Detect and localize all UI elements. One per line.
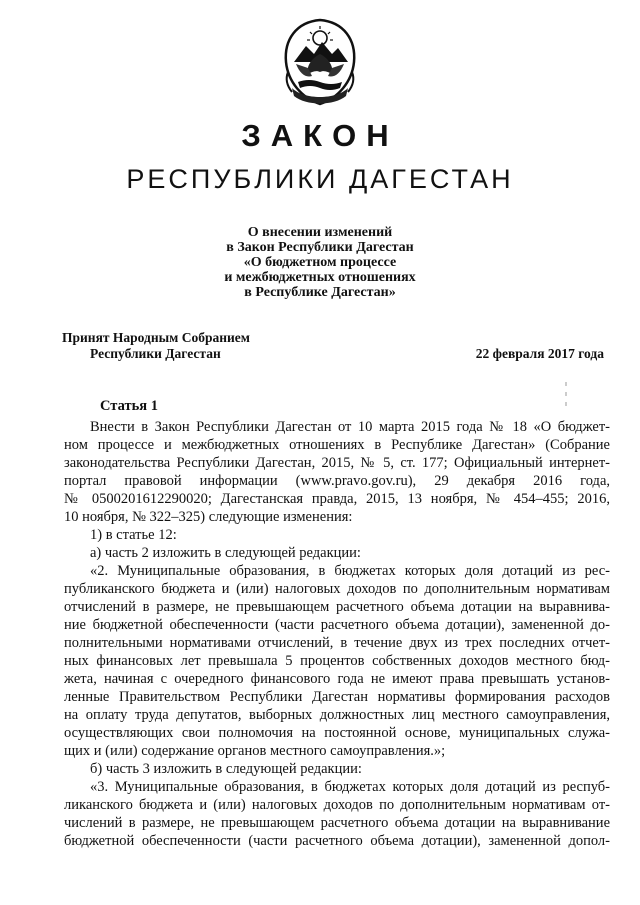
- law-subtitle: РЕСПУБЛИКИ ДАГЕСТАН: [126, 164, 514, 194]
- adoption-date: 22 февраля 2017 года: [475, 346, 604, 361]
- amendment-title-line: О внесении изменений: [247, 225, 393, 240]
- adopted-by-line: Республики Дагестан: [90, 346, 221, 361]
- law-title: ЗАКОН: [241, 118, 399, 153]
- body-line: портал правовой информации (www.pravo.gov.ru), 29 декабря 2016 года,: [64, 473, 610, 489]
- adoption-block: [62, 330, 250, 362]
- body-line: бюджетной обеспеченности (части расчетного объема дотации), замененной допол-: [64, 833, 610, 849]
- body-line: щих и (или) содержание органов местного самоуправления.»;: [64, 743, 446, 759]
- body-line: законодательства Республики Дагестан, 2015, № 5, ст. 177; Официальный интернет-: [64, 455, 610, 471]
- body-line: ние бюджетной обеспеченности (части расчетного объема дотации), замененной до-: [64, 617, 610, 633]
- body-line: числений в размере, не превышающем расчетного объема дотации на выравнивание: [64, 815, 610, 831]
- body-line: № 0500201612290020; Дагестанская правда, 2015, 13 ноября, № 454–455; 2016,: [64, 491, 610, 507]
- amendment-title-line: и межбюджетных отношениях: [224, 270, 416, 285]
- body-line: 10 ноября, № 322–325) следующие изменения:: [64, 509, 353, 525]
- amendment-title-line: «О бюджетном процессе: [243, 255, 397, 270]
- amendment-title: [0, 225, 640, 300]
- body-line: полнительными нормативами отчислений, в течение двух из трех последних отчет-: [64, 635, 610, 651]
- body-line: «3. Муниципальные образования, в бюджетах которых доля дотаций из респуб-: [90, 779, 610, 795]
- body-line: Внести в Закон Республики Дагестан от 10 марта 2015 года № 18 «О бюджет-: [90, 419, 610, 435]
- amendment-title-line: в Республике Дагестан»: [244, 285, 396, 300]
- body-line: а) часть 2 изложить в следующей редакции:: [90, 545, 361, 561]
- body-line: ликанского бюджета и (или) налоговых доходов по дополнительным нормативам от-: [64, 797, 610, 813]
- adopted-by-line: Принят Народным Собранием: [62, 330, 250, 345]
- body-line: 1) в статье 12:: [90, 527, 177, 543]
- body-line: «2. Муниципальные образования, в бюджетах которых доля дотаций из рес-: [90, 563, 610, 579]
- coat-of-arms-emblem: [276, 16, 364, 108]
- body-line: ном процессе и межбюджетных отношениях в Республике Дагестан» (Собрание: [64, 437, 610, 453]
- body-line: на оплату труда депутатов, выборных должностных лиц местного самоуправления,: [64, 707, 610, 723]
- body-line: ленные Правительством Республики Дагестан нормативы формирования расходов: [64, 689, 610, 705]
- body-line: б) часть 3 изложить в следующей редакции:: [90, 761, 362, 777]
- article-body: [64, 418, 610, 850]
- body-line: ных финансовых лет превышала 5 процентов собственных доходов местного бюд-: [64, 653, 610, 669]
- body-line: жета, начиная с очередного финансового года не имеют права превышать установ-: [64, 671, 610, 687]
- body-line: публиканского бюджета и (или) налоговых доходов по дополнительным нормативам: [64, 581, 610, 597]
- scan-marks: [560, 380, 572, 410]
- article-heading: Статья 1: [100, 398, 158, 414]
- body-line: осуществляющих свои полномочия на постоянной основе, муниципальных служа-: [64, 725, 610, 741]
- amendment-title-line: в Закон Республики Дагестан: [226, 240, 414, 255]
- body-line: отчислений в размере, не превышающем расчетного объема дотации на выравнива-: [64, 599, 610, 615]
